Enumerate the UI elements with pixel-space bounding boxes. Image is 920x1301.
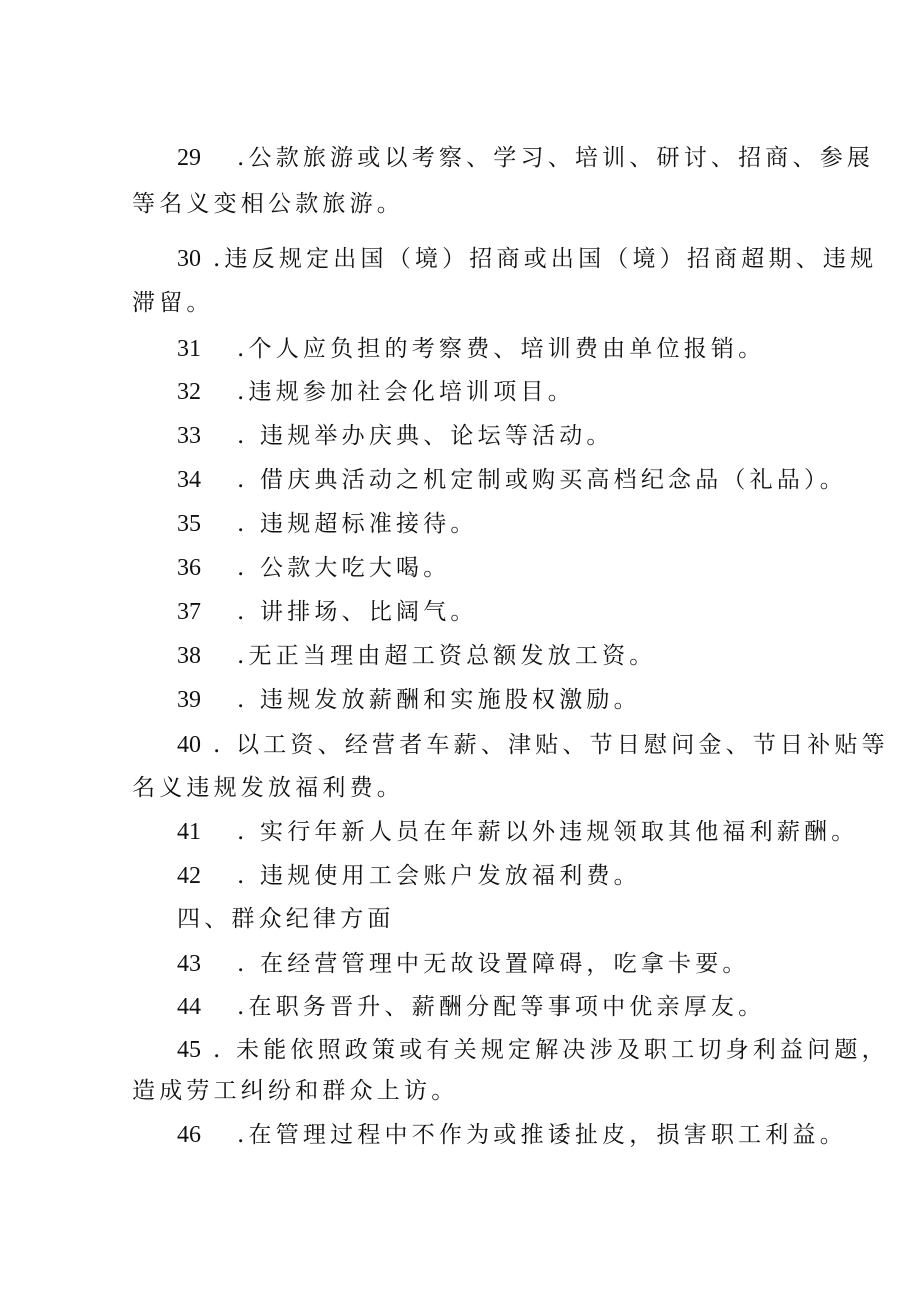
item-text: .在管理过程中不作为或推诿扯皮，损害职工利益。 <box>237 1122 847 1148</box>
item-number: 29 <box>177 145 201 171</box>
list-item <box>177 377 575 407</box>
item-text: . 违规举办庆典、论坛等活动。 <box>237 423 614 449</box>
list-item <box>177 817 858 847</box>
item-text: .无正当理由超工资总额发放工资。 <box>237 643 657 669</box>
list-item <box>177 597 478 627</box>
item-text: .违规参加社会化培训项目。 <box>237 379 575 405</box>
list-item <box>177 1035 889 1065</box>
item-number: 41 <box>177 819 201 845</box>
list-item <box>177 421 614 451</box>
list-item <box>177 244 877 274</box>
section-heading: 四、群众纪律方面 <box>177 906 395 932</box>
item-number: 32 <box>177 379 201 405</box>
list-item <box>177 992 765 1022</box>
item-number: 44 <box>177 994 201 1020</box>
item-number: 45 <box>177 1037 201 1063</box>
item-number: 42 <box>177 863 201 889</box>
item-continuation: 造成劳工纠纷和群众上访。 <box>132 1078 459 1104</box>
item-continuation: 等名义变相公款旅游。 <box>132 191 404 217</box>
item-text: .个人应负担的考察费、培训费由单位报销。 <box>237 336 766 362</box>
item-number: 37 <box>177 599 201 625</box>
list-item <box>177 334 765 364</box>
item-text: . 违规使用工会账户发放福利费。 <box>237 863 641 889</box>
item-continuation: 滞留。 <box>132 290 214 316</box>
item-text: .在职务晋升、薪酬分配等事项中优亲厚友。 <box>237 994 766 1020</box>
item-number: 35 <box>177 511 201 537</box>
list-item <box>177 685 641 715</box>
list-item <box>177 730 889 760</box>
item-text: . 违规发放薪酬和实施股权激励。 <box>237 687 641 713</box>
item-number: 38 <box>177 643 201 669</box>
list-item <box>177 465 847 495</box>
item-number: 46 <box>177 1122 201 1148</box>
list-item <box>177 143 874 173</box>
list-item <box>177 553 450 583</box>
list-item <box>177 509 478 539</box>
item-number: 30 <box>177 246 201 272</box>
item-text: . 以工资、经营者车薪、津贴、节日慰问金、节日补贴等 <box>213 732 889 758</box>
item-text: . 借庆典活动之机定制或购买高档纪念品（礼品）。 <box>237 467 847 493</box>
item-number: 43 <box>177 951 201 977</box>
item-text: . 未能依照政策或有关规定解决涉及职工切身利益问题， <box>213 1037 889 1063</box>
item-text: . 违规超标准接待。 <box>237 511 478 537</box>
list-item <box>177 641 657 671</box>
item-text: . 公款大吃大喝。 <box>237 555 451 581</box>
item-number: 34 <box>177 467 201 493</box>
item-text: . 在经营管理中无故设置障碍，吃拿卡要。 <box>237 951 750 977</box>
item-number: 40 <box>177 732 201 758</box>
item-number: 33 <box>177 423 201 449</box>
item-text: . 讲排场、比阔气。 <box>237 599 478 625</box>
list-item <box>177 861 641 891</box>
item-number: 39 <box>177 687 201 713</box>
list-item <box>177 1120 847 1150</box>
item-number: 31 <box>177 336 201 362</box>
item-number: 36 <box>177 555 201 581</box>
item-text: .违反规定出国（境）招商或出国（境）招商超期、违规 <box>213 246 878 272</box>
list-item <box>177 949 750 979</box>
item-text: . 实行年新人员在年薪以外违规领取其他福利薪酬。 <box>237 819 859 845</box>
item-text: .公款旅游或以考察、学习、培训、研讨、招商、参展 <box>237 145 875 171</box>
item-continuation: 名义违规发放福利费。 <box>132 775 404 801</box>
